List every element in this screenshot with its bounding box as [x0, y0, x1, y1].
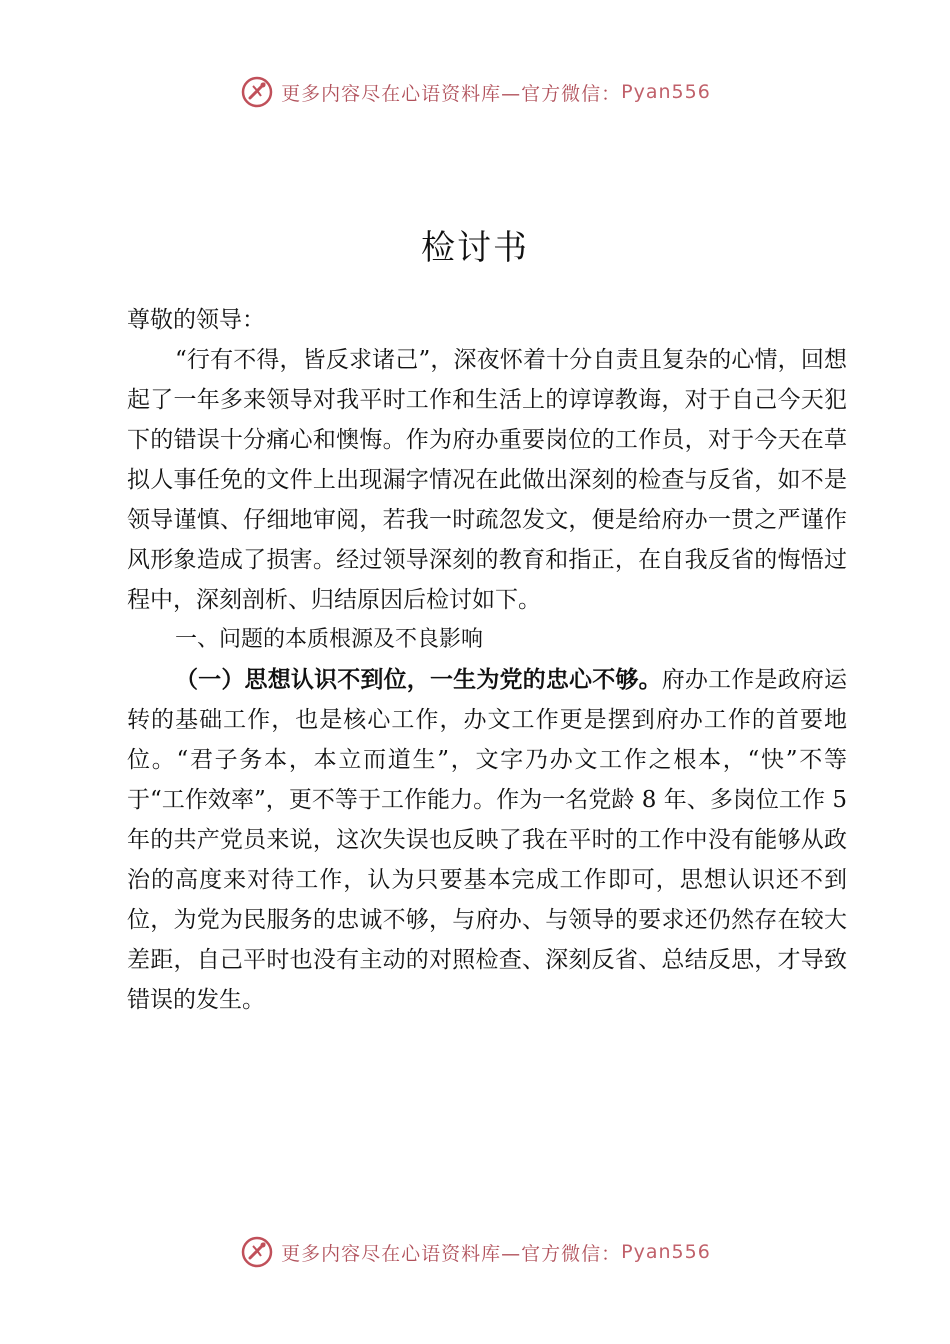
salutation: 尊敬的领导： — [127, 307, 265, 333]
paragraph-section-1 — [127, 660, 847, 1020]
paragraph-intro: “行有不得，皆反求诸己”，深夜怀着十分自责且复杂的心情，回想起了一年多来领导对我平时工作和生活上的谆谆教诲，对于自己今天犯下的错误十分痛心和懊悔。作为府办重要岗位的工作员，对于今天在草拟人事任免的文件上出现漏字情况在此做出深刻的检查与反省，如不是领导谨慎、仔细地审阅，若我一时疏忽发文，便是给府办一贯之严谨作风形象造成了损害。经过领导深刻的教育和指正，在自我反省的悔悟过程中，深刻剖析、归结原因后检讨如下。 — [127, 347, 847, 613]
logo-icon — [239, 1234, 275, 1270]
section-heading: 一、问题的本质根源及不良影响 — [175, 627, 484, 652]
footer-watermark — [0, 1230, 950, 1274]
subsection-heading: （一）思想认识不到位，一生为党的忠心不够。 — [175, 667, 662, 693]
watermark-wechat-id: Pyan556 — [621, 81, 711, 103]
header-watermark — [0, 70, 950, 114]
subsection-text: 府办工作是政府运转的基础工作，也是核心工作，办文工作更是摆到府办工作的首要地位。“君子务本，本立而道生”，文字乃办文工作之根本，“快”不等于“工作效率”，更不等于工作能力。作为一名党龄 8 年、多岗位工作 5 年的共产党员来说，这次失误也反映了我在平时的工作中没有能够从政治的高度来对待工作，认为只要基本完成工作即可，思想认识还不到位，为党为民服务的忠诚不够，与府办、与领导的要求还仍然存在较大差距，自己平时也没有主动的对照检查、深刻反省、总结反思，才导致错误的发生。 — [127, 667, 848, 1013]
watermark-text: 更多内容尽在心语资料库—官方微信： — [281, 1242, 622, 1265]
watermark-wechat-id: Pyan556 — [621, 1241, 711, 1263]
logo-icon — [239, 74, 275, 110]
watermark-text: 更多内容尽在心语资料库—官方微信： — [281, 82, 622, 105]
document-title: 检讨书 — [421, 228, 529, 268]
document-body — [127, 300, 847, 1020]
